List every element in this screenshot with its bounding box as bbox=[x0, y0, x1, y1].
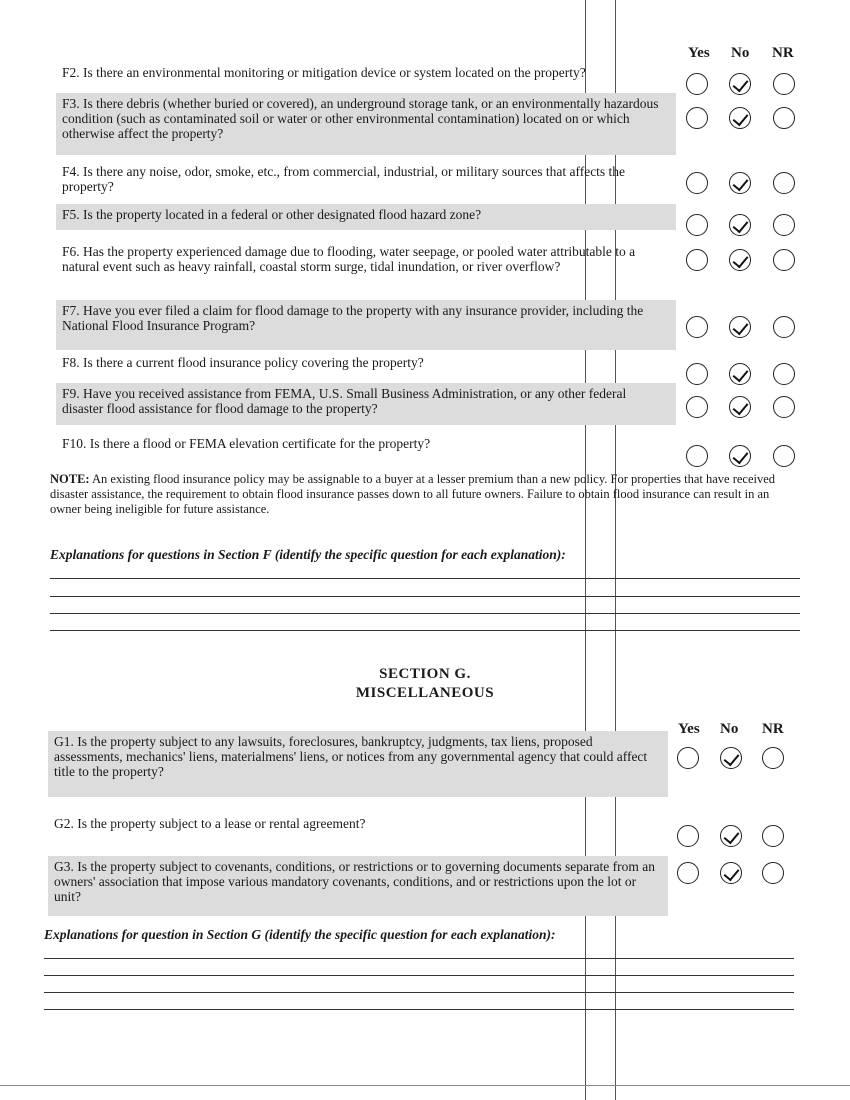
question-f9: F9. Have you received assistance from FEMA, U.S. Small Business Administration, or any other federal disaster flood assistance for flood damage to the property? bbox=[56, 383, 676, 425]
explanation-line[interactable] bbox=[50, 596, 800, 597]
explanation-line[interactable] bbox=[50, 578, 800, 579]
col-yes-header: Yes bbox=[688, 45, 710, 61]
f5-nr-radio[interactable] bbox=[773, 214, 795, 236]
f2-yes-radio[interactable] bbox=[686, 73, 708, 95]
f9-no-radio[interactable] bbox=[729, 396, 751, 418]
f6-no-radio[interactable] bbox=[729, 249, 751, 271]
page-edge bbox=[0, 1085, 850, 1086]
explanation-line[interactable] bbox=[44, 975, 794, 976]
f8-no-radio[interactable] bbox=[729, 363, 751, 385]
question-g3: G3. Is the property subject to covenants, conditions, or restrictions or to governing documents separate from an owners' association that impose various mandatory covenants, conditions, and or restrictions upon the lot or unit? bbox=[48, 856, 668, 916]
question-f6: F6. Has the property experienced damage due to flooding, water seepage, or pooled water attributable to a natural event such as heavy rainfall, coastal storm surge, tidal inundation, or river overflow? bbox=[62, 244, 636, 274]
f9-yes-radio[interactable] bbox=[686, 396, 708, 418]
col-nr-header: NR bbox=[772, 45, 794, 61]
question-f2: F2. Is there an environmental monitoring or mitigation device or system located on the property? bbox=[62, 65, 586, 80]
g2-no-radio[interactable] bbox=[720, 825, 742, 847]
col-nr-header: NR bbox=[762, 721, 784, 737]
question-f8: F8. Is there a current flood insurance policy covering the property? bbox=[62, 355, 424, 370]
question-g2: G2. Is the property subject to a lease or rental agreement? bbox=[54, 816, 366, 831]
f6-yes-radio[interactable] bbox=[686, 249, 708, 271]
col-no-header: No bbox=[731, 45, 750, 61]
f5-yes-radio[interactable] bbox=[686, 214, 708, 236]
explanation-line[interactable] bbox=[44, 992, 794, 993]
f8-yes-radio[interactable] bbox=[686, 363, 708, 385]
g2-nr-radio[interactable] bbox=[762, 825, 784, 847]
question-f4: F4. Is there any noise, odor, smoke, etc., from commercial, industrial, or military sources that affects the property? bbox=[62, 164, 626, 194]
f7-yes-radio[interactable] bbox=[686, 316, 708, 338]
f5-no-radio[interactable] bbox=[729, 214, 751, 236]
question-f7: F7. Have you ever filed a claim for flood damage to the property with any insurance provider, including the National Flood Insurance Program? bbox=[56, 300, 676, 350]
explanation-line[interactable] bbox=[44, 1009, 794, 1010]
f3-yes-radio[interactable] bbox=[686, 107, 708, 129]
question-f3: F3. Is there debris (whether buried or covered), an underground storage tank, or an environmentally hazardous condition (such as contaminated soil or water or other environmental contamination) located on or which otherwise affect the property? bbox=[56, 93, 676, 155]
f4-nr-radio[interactable] bbox=[773, 172, 795, 194]
explanation-line[interactable] bbox=[50, 630, 800, 631]
g1-yes-radio[interactable] bbox=[677, 747, 699, 769]
f4-no-radio[interactable] bbox=[729, 172, 751, 194]
flood-insurance-note bbox=[50, 472, 798, 517]
question-f10: F10. Is there a flood or FEMA elevation certificate for the property? bbox=[62, 436, 431, 451]
section-f-explanations-label: Explanations for questions in Section F (identify the specific question for each explanation): bbox=[50, 547, 566, 562]
f7-nr-radio[interactable] bbox=[773, 316, 795, 338]
note-label: NOTE: bbox=[50, 472, 90, 486]
g3-no-radio[interactable] bbox=[720, 862, 742, 884]
note-text: An existing flood insurance policy may be assignable to a buyer at a lesser premium than a new policy. For properties that have received disaster assistance, the requirement to obtain flood insurance passes down to all future owners. Failure to obtain flood insurance can result in an owner being ineligible for future assistance. bbox=[50, 472, 776, 516]
section-g-explanations-label: Explanations for question in Section G (identify the specific question for each explanation): bbox=[44, 927, 556, 942]
f6-nr-radio[interactable] bbox=[773, 249, 795, 271]
f8-nr-radio[interactable] bbox=[773, 363, 795, 385]
f3-nr-radio[interactable] bbox=[773, 107, 795, 129]
g3-nr-radio[interactable] bbox=[762, 862, 784, 884]
col-yes-header: Yes bbox=[678, 721, 700, 737]
section-g-subtitle: MISCELLANEOUS bbox=[355, 685, 495, 701]
section-g-title: SECTION G. bbox=[379, 666, 471, 682]
f9-nr-radio[interactable] bbox=[773, 396, 795, 418]
explanation-line[interactable] bbox=[50, 613, 800, 614]
f7-no-radio[interactable] bbox=[729, 316, 751, 338]
f2-no-radio[interactable] bbox=[729, 73, 751, 95]
f3-no-radio[interactable] bbox=[729, 107, 751, 129]
question-f5: F5. Is the property located in a federal or other designated flood hazard zone? bbox=[56, 204, 676, 230]
f10-nr-radio[interactable] bbox=[773, 445, 795, 467]
f2-nr-radio[interactable] bbox=[773, 73, 795, 95]
f4-yes-radio[interactable] bbox=[686, 172, 708, 194]
g2-yes-radio[interactable] bbox=[677, 825, 699, 847]
f10-yes-radio[interactable] bbox=[686, 445, 708, 467]
g1-nr-radio[interactable] bbox=[762, 747, 784, 769]
f10-no-radio[interactable] bbox=[729, 445, 751, 467]
explanation-line[interactable] bbox=[44, 958, 794, 959]
col-no-header: No bbox=[720, 721, 739, 737]
g3-yes-radio[interactable] bbox=[677, 862, 699, 884]
g1-no-radio[interactable] bbox=[720, 747, 742, 769]
question-g1: G1. Is the property subject to any lawsuits, foreclosures, bankruptcy, judgments, tax liens, proposed assessments, mechanics' liens, materialmens' liens, or notices from any governmental agency that could affect title to the property? bbox=[48, 731, 668, 797]
